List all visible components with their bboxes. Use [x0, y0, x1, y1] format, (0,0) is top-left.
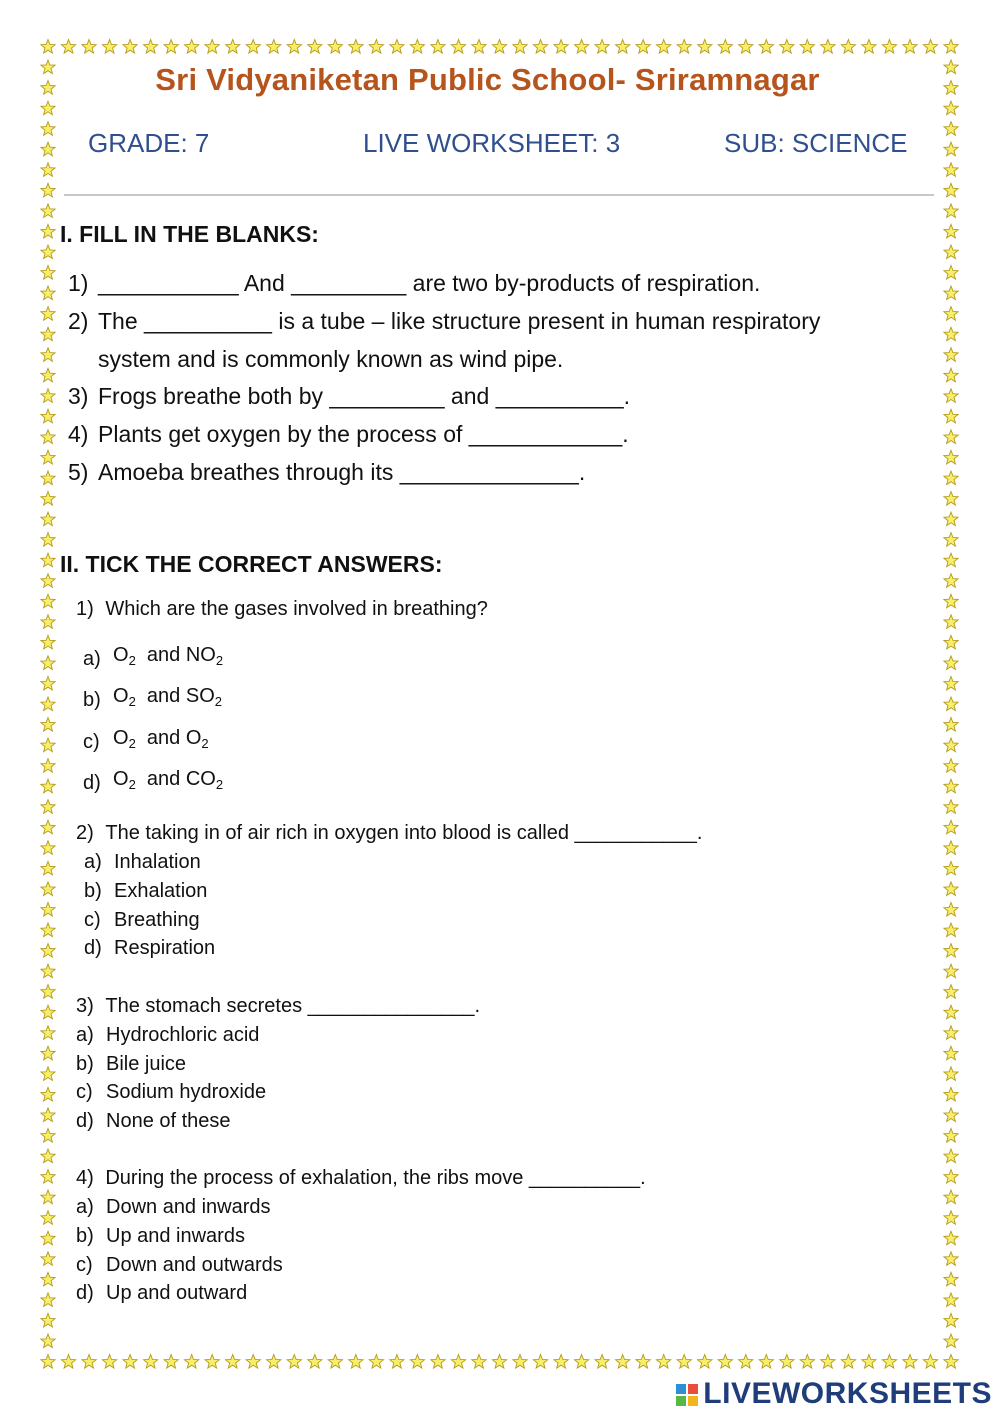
star-icon: [41, 820, 55, 834]
subject-label: SUB: SCIENCE: [724, 128, 908, 158]
star-icon: [102, 40, 116, 54]
star-icon: [944, 430, 958, 444]
answer-option[interactable]: [76, 1053, 376, 1077]
star-icon: [636, 40, 650, 54]
star-icon: [246, 40, 260, 54]
answer-option[interactable]: [76, 1196, 376, 1220]
item-text: Frogs breathe both by _________ and __________.: [98, 383, 630, 409]
section-tick-answers-title: II. TICK THE CORRECT ANSWERS:: [60, 551, 443, 577]
question-4: [76, 1167, 646, 1190]
star-icon: [41, 1149, 55, 1163]
star-icon: [472, 40, 486, 54]
star-icon: [677, 1355, 691, 1369]
star-icon: [41, 1252, 55, 1266]
section-fill-blanks-title: I. FILL IN THE BLANKS:: [60, 221, 319, 247]
star-icon: [41, 882, 55, 896]
star-icon: [554, 40, 568, 54]
star-icon: [944, 1067, 958, 1081]
option-letter: a): [76, 1024, 94, 1046]
star-icon: [944, 409, 958, 423]
item-number: 1): [68, 270, 89, 296]
star-icon: [944, 1190, 958, 1204]
star-icon: [944, 759, 958, 773]
star-icon: [944, 677, 958, 691]
star-icon: [944, 40, 958, 54]
star-icon: [944, 841, 958, 855]
star-icon: [123, 1355, 137, 1369]
star-icon: [944, 882, 958, 896]
star-icon: [308, 40, 322, 54]
star-icon: [718, 1355, 732, 1369]
star-icon: [349, 1355, 363, 1369]
star-icon: [944, 800, 958, 814]
star-icon: [328, 1355, 342, 1369]
star-icon: [944, 533, 958, 547]
star-icon: [41, 142, 55, 156]
star-icon: [780, 1355, 794, 1369]
star-icon: [410, 1355, 424, 1369]
star-icon: [513, 1355, 527, 1369]
star-icon: [41, 286, 55, 300]
answer-option[interactable]: [76, 1254, 376, 1278]
star-icon: [944, 861, 958, 875]
star-icon: [41, 430, 55, 444]
star-icon: [554, 1355, 568, 1369]
star-icon: [41, 1355, 55, 1369]
item-number: 5): [68, 459, 89, 485]
star-icon: [144, 1355, 158, 1369]
star-icon: [123, 40, 137, 54]
star-icon: [944, 368, 958, 382]
star-icon: [41, 1129, 55, 1143]
item-number: 3): [68, 383, 89, 409]
star-icon: [41, 779, 55, 793]
answer-option[interactable]: [83, 727, 383, 753]
answer-option[interactable]: [76, 1081, 376, 1105]
star-icon: [944, 594, 958, 608]
liveworksheets-brand-text: LIVEWORKSHEETS: [703, 1377, 992, 1410]
star-icon: [944, 1026, 958, 1040]
star-icon: [144, 40, 158, 54]
star-icon: [41, 861, 55, 875]
option-text: Sodium hydroxide: [106, 1081, 267, 1103]
option-text: $O_2$ and $CO_2$: [113, 768, 224, 792]
star-icon: [862, 40, 876, 54]
star-icon: [472, 1355, 486, 1369]
star-icon: [944, 348, 958, 362]
header-divider: [64, 194, 934, 196]
star-icon: [944, 1087, 958, 1101]
star-icon: [944, 697, 958, 711]
star-icon: [61, 1355, 75, 1369]
star-icon: [246, 1355, 260, 1369]
star-icon: [821, 1355, 835, 1369]
star-icon: [308, 1355, 322, 1369]
option-text: Up and inwards: [106, 1225, 245, 1247]
star-icon: [164, 40, 178, 54]
star-icon: [944, 1293, 958, 1307]
question-1: [76, 598, 488, 621]
star-icon: [41, 1005, 55, 1019]
item-text: ___________ And _________ are two by-products of respiration.: [98, 270, 761, 296]
option-text: Inhalation: [114, 851, 201, 873]
star-icon: [185, 40, 199, 54]
star-icon: [944, 1108, 958, 1122]
star-icon: [41, 245, 55, 259]
option-text: Breathing: [114, 909, 200, 931]
star-icon: [41, 101, 55, 115]
star-icon: [205, 1355, 219, 1369]
star-icon: [451, 1355, 465, 1369]
star-icon: [492, 40, 506, 54]
option-letter: d): [83, 772, 101, 794]
star-icon: [41, 492, 55, 506]
star-icon: [862, 1355, 876, 1369]
star-icon: [41, 738, 55, 752]
question-text: Which are the gases involved in breathing?: [105, 598, 488, 620]
question-2: [76, 822, 702, 845]
star-icon: [492, 1355, 506, 1369]
star-icon: [41, 923, 55, 937]
star-icon: [944, 245, 958, 259]
star-icon: [944, 820, 958, 834]
option-text: Down and inwards: [106, 1196, 271, 1218]
question-number: 2): [76, 822, 94, 844]
star-icon: [718, 40, 732, 54]
star-icon: [698, 1355, 712, 1369]
star-icon: [944, 224, 958, 238]
star-icon: [677, 40, 691, 54]
item-text: Amoeba breathes through its ______________.: [98, 459, 586, 485]
star-icon: [821, 40, 835, 54]
star-icon: [513, 40, 527, 54]
star-icon: [944, 1355, 958, 1369]
star-icon: [82, 40, 96, 54]
star-icon: [287, 1355, 301, 1369]
star-icon: [41, 903, 55, 917]
star-icon: [41, 389, 55, 403]
star-icon: [41, 1087, 55, 1101]
question-number: 3): [76, 995, 94, 1017]
star-icon: [226, 1355, 240, 1369]
star-icon: [575, 1355, 589, 1369]
star-icon: [226, 40, 240, 54]
star-icon: [41, 1026, 55, 1040]
item-text-continued: system and is commonly known as wind pipe.: [98, 346, 564, 372]
star-icon: [328, 40, 342, 54]
answer-option[interactable]: [84, 851, 384, 875]
star-icon: [882, 1355, 896, 1369]
option-letter: d): [84, 937, 102, 959]
star-icon: [944, 738, 958, 752]
liveworksheets-logo-icon: [675, 1383, 699, 1407]
star-icon: [41, 800, 55, 814]
star-icon: [595, 40, 609, 54]
star-icon: [944, 903, 958, 917]
option-text: Up and outward: [106, 1282, 248, 1304]
question-text: During the process of exhalation, the ribs move __________.: [105, 1167, 646, 1189]
star-icon: [369, 1355, 383, 1369]
star-icon: [944, 944, 958, 958]
star-icon: [41, 450, 55, 464]
star-icon: [944, 553, 958, 567]
star-icon: [41, 1108, 55, 1122]
star-icon: [41, 1067, 55, 1081]
liveworksheets-logo[interactable]: [675, 1377, 992, 1411]
option-letter: c): [83, 731, 100, 753]
star-icon: [41, 944, 55, 958]
star-icon: [205, 40, 219, 54]
star-icon: [944, 286, 958, 300]
star-icon: [41, 697, 55, 711]
star-icon: [944, 1211, 958, 1225]
star-icon: [903, 1355, 917, 1369]
option-letter: b): [76, 1225, 94, 1247]
star-icon: [41, 224, 55, 238]
star-icon: [61, 40, 75, 54]
star-icon: [41, 656, 55, 670]
option-letter: b): [84, 880, 102, 902]
worksheet-label: LIVE WORKSHEET: 3: [363, 128, 621, 158]
star-icon: [410, 40, 424, 54]
question-text: The stomach secretes _______________.: [105, 995, 481, 1017]
star-icon: [944, 1129, 958, 1143]
star-icon: [41, 533, 55, 547]
star-icon: [41, 574, 55, 588]
option-letter: b): [83, 689, 101, 711]
star-icon: [41, 1334, 55, 1348]
star-icon: [41, 307, 55, 321]
item-text: Plants get oxygen by the process of ____________.: [98, 421, 629, 447]
star-icon: [944, 512, 958, 526]
star-icon: [636, 1355, 650, 1369]
star-icon: [575, 40, 589, 54]
star-icon: [739, 40, 753, 54]
star-icon: [944, 1272, 958, 1286]
answer-option[interactable]: [76, 1225, 376, 1249]
option-letter: a): [76, 1196, 94, 1218]
star-icon: [41, 635, 55, 649]
star-icon: [533, 40, 547, 54]
star-icon: [903, 40, 917, 54]
option-letter: d): [76, 1110, 94, 1132]
option-text: Exhalation: [114, 880, 208, 902]
star-icon: [944, 964, 958, 978]
option-text: Hydrochloric acid: [106, 1024, 260, 1046]
option-text: $O_2$ and $NO_2$: [113, 644, 224, 668]
star-icon: [923, 1355, 937, 1369]
star-icon: [657, 40, 671, 54]
option-letter: a): [83, 648, 101, 670]
star-icon: [41, 1313, 55, 1327]
star-icon: [451, 40, 465, 54]
star-icon: [41, 615, 55, 629]
school-title: Sri Vidyaniketan Public School- Sriramnagar: [155, 62, 820, 97]
star-icon: [41, 1190, 55, 1204]
star-icon: [698, 40, 712, 54]
star-icon: [533, 1355, 547, 1369]
star-icon: [41, 677, 55, 691]
star-icon: [41, 471, 55, 485]
star-icon: [841, 1355, 855, 1369]
star-icon: [944, 389, 958, 403]
star-icon: [287, 40, 301, 54]
star-icon: [41, 985, 55, 999]
star-icon: [267, 40, 281, 54]
option-letter: a): [84, 851, 102, 873]
star-icon: [41, 40, 55, 54]
star-icon: [349, 40, 363, 54]
star-icon: [944, 204, 958, 218]
star-icon: [41, 512, 55, 526]
star-icon: [882, 40, 896, 54]
star-icon: [944, 142, 958, 156]
star-icon: [431, 1355, 445, 1369]
star-icon: [923, 40, 937, 54]
option-text: Bile juice: [106, 1053, 187, 1075]
star-icon: [41, 327, 55, 341]
star-icon: [944, 1005, 958, 1019]
star-icon: [944, 266, 958, 280]
star-icon: [739, 1355, 753, 1369]
answer-option[interactable]: [84, 909, 384, 933]
answer-option[interactable]: [84, 880, 384, 904]
star-icon: [944, 450, 958, 464]
star-icon: [41, 594, 55, 608]
star-icon: [41, 964, 55, 978]
star-icon: [800, 40, 814, 54]
star-icon: [41, 348, 55, 362]
question-number: 1): [76, 598, 94, 620]
option-letter: c): [76, 1254, 93, 1276]
star-icon: [616, 40, 630, 54]
star-icon: [102, 1355, 116, 1369]
option-letter: d): [76, 1282, 94, 1304]
option-text: $O_2$ and $O_2$: [113, 727, 209, 751]
star-icon: [431, 40, 445, 54]
star-icon: [944, 307, 958, 321]
option-text: None of these: [106, 1110, 231, 1132]
star-icon: [41, 1231, 55, 1245]
star-icon: [41, 1211, 55, 1225]
answer-option[interactable]: [84, 937, 384, 961]
star-icon: [164, 1355, 178, 1369]
star-icon: [41, 266, 55, 280]
answer-option[interactable]: [83, 768, 383, 794]
question-3: [76, 995, 480, 1018]
option-text: Down and outwards: [106, 1254, 283, 1276]
answer-option[interactable]: [76, 1110, 376, 1134]
star-icon: [944, 101, 958, 115]
star-icon: [944, 718, 958, 732]
star-icon: [657, 1355, 671, 1369]
star-icon: [944, 615, 958, 629]
option-letter: c): [84, 909, 101, 931]
star-icon: [595, 1355, 609, 1369]
star-icon: [41, 163, 55, 177]
star-icon: [944, 1313, 958, 1327]
answer-option[interactable]: [76, 1024, 376, 1048]
star-icon: [390, 40, 404, 54]
item-text: The __________ is a tube – like structure present in human respiratory: [98, 308, 821, 334]
star-icon: [759, 1355, 773, 1369]
star-icon: [41, 183, 55, 197]
star-icon: [944, 1149, 958, 1163]
star-icon: [41, 122, 55, 136]
star-icon: [944, 656, 958, 670]
star-icon: [41, 204, 55, 218]
star-icon: [944, 1170, 958, 1184]
star-icon: [616, 1355, 630, 1369]
star-icon: [41, 1046, 55, 1060]
question-number: 4): [76, 1167, 94, 1189]
answer-option[interactable]: [76, 1282, 376, 1306]
star-icon: [944, 327, 958, 341]
question-text: The taking in of air rich in oxygen into blood is called ___________.: [105, 822, 703, 844]
item-number: 4): [68, 421, 89, 447]
star-icon: [185, 1355, 199, 1369]
star-icon: [944, 1252, 958, 1266]
star-icon: [41, 1293, 55, 1307]
star-icon: [759, 40, 773, 54]
star-icon: [41, 1272, 55, 1286]
star-icon: [944, 1334, 958, 1348]
star-icon: [944, 574, 958, 588]
grade-label: GRADE: 7: [88, 128, 210, 158]
star-icon: [41, 1170, 55, 1184]
star-icon: [780, 40, 794, 54]
star-icon: [41, 718, 55, 732]
star-icon: [944, 163, 958, 177]
star-icon: [41, 553, 55, 567]
star-icon: [390, 1355, 404, 1369]
star-icon: [41, 841, 55, 855]
star-icon: [944, 183, 958, 197]
item-number: 2): [68, 308, 89, 334]
star-icon: [944, 985, 958, 999]
star-icon: [41, 409, 55, 423]
star-icon: [800, 1355, 814, 1369]
star-icon: [944, 122, 958, 136]
star-icon: [944, 471, 958, 485]
star-icon: [82, 1355, 96, 1369]
star-icon: [944, 923, 958, 937]
star-icon: [41, 759, 55, 773]
star-icon: [944, 1231, 958, 1245]
star-icon: [944, 635, 958, 649]
star-icon: [267, 1355, 281, 1369]
answer-option[interactable]: [83, 685, 383, 711]
option-text: $O_2$ and $SO_2$: [113, 685, 222, 709]
star-icon: [944, 1046, 958, 1060]
option-letter: b): [76, 1053, 94, 1075]
star-icon: [369, 40, 383, 54]
star-icon: [944, 492, 958, 506]
option-letter: c): [76, 1081, 93, 1103]
option-text: Respiration: [114, 937, 216, 959]
star-icon: [41, 368, 55, 382]
answer-option[interactable]: [83, 644, 383, 670]
star-icon: [841, 40, 855, 54]
star-icon: [944, 779, 958, 793]
